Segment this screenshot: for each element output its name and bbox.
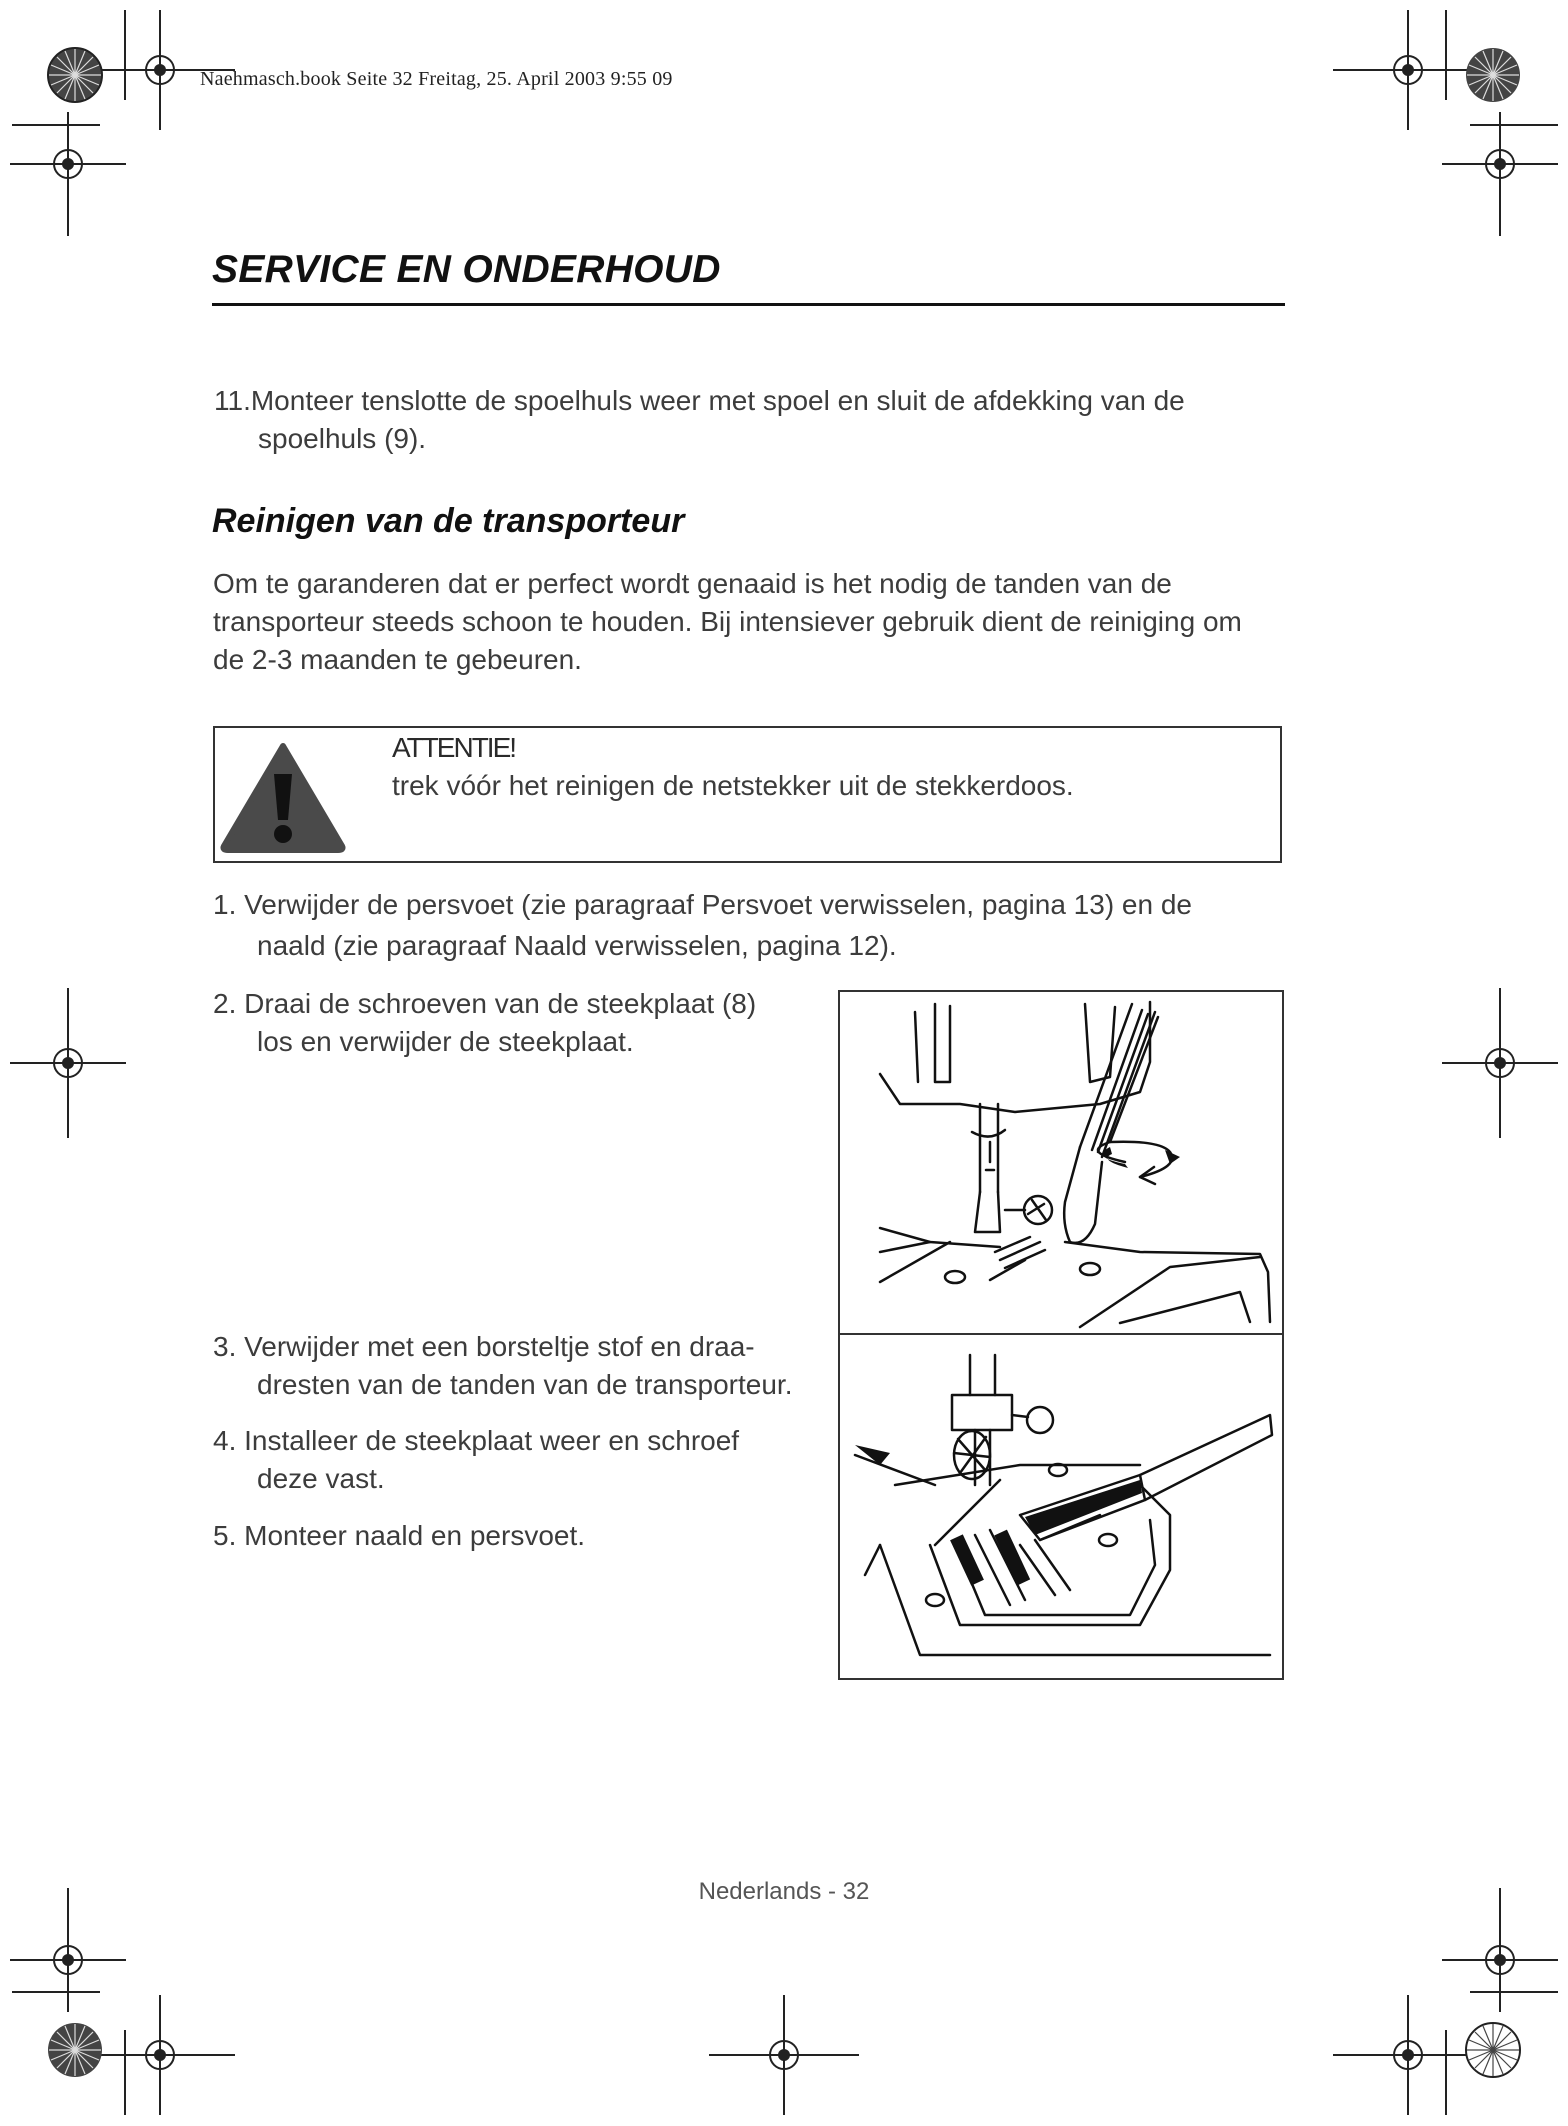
step-11-line2: spoelhuls (9). (258, 423, 427, 454)
step-4-line1: Installeer de steekplaat weer en schroef (244, 1425, 740, 1456)
brush-feed-dogs-illustration (840, 1335, 1282, 1678)
warning-title: ATTENTIE! (392, 732, 516, 763)
star-target-top-right (1466, 48, 1520, 102)
print-header: Naehmasch.book Seite 32 Freitag, 25. April 2003 9:55 09 (200, 68, 673, 90)
page-footer: Nederlands - 32 (698, 1878, 870, 1905)
section-title: Reinigen van de transporteur (212, 502, 685, 540)
step-4 (213, 1422, 813, 1498)
step-11-number: 11. (214, 385, 251, 416)
step-4-number: 4. (213, 1425, 237, 1456)
crosshair-mark-right-upper (1442, 112, 1558, 236)
step-5 (213, 1517, 813, 1555)
intro-line-2: transporteur steeds schoon te houden. Bij intensiever gebruik dient de reiniging om (213, 606, 1242, 637)
crosshair-mark-left-upper (10, 112, 126, 236)
step-1-line1: Verwijder de persvoet (zie paragraaf Persvoet verwisselen, pagina 13) en de (244, 889, 1192, 920)
intro-line-1: Om te garanderen dat er perfect wordt genaaid is het nodig de tanden van de (213, 568, 1172, 599)
step-3-line2: dresten van de tanden van de transporteur. (257, 1369, 793, 1400)
step-3-line1: Verwijder met een borsteltje stof en draa- (244, 1331, 755, 1362)
step-1-line2: naald (zie paragraaf Naald verwisselen, pagina 12). (257, 930, 897, 961)
warning-text: trek vóór het reinigen de netstekker uit de stekkerdoos. (392, 770, 1074, 801)
step-4-line2: deze vast. (257, 1463, 385, 1494)
step-2-number: 2. (213, 988, 237, 1019)
step-2 (213, 985, 813, 1061)
crosshair-mark-left-lower (10, 1888, 126, 2012)
figure-brush (838, 1333, 1284, 1680)
title-rule (212, 303, 1285, 306)
step-1-number: 1. (213, 889, 237, 920)
step-11-line1: Monteer tenslotte de spoelhuls weer met spoel en sluit de afdekking van de (250, 385, 1185, 416)
step-11 (214, 382, 1294, 458)
step-3 (213, 1328, 833, 1404)
page-title: SERVICE EN ONDERHOUD (212, 248, 721, 291)
step-1 (213, 886, 1303, 965)
section-intro (213, 565, 1303, 679)
warning-triangle-icon (218, 740, 348, 854)
step-2-line2: los en verwijder de steekplaat. (257, 1026, 634, 1057)
intro-line-3: de 2-3 maanden te gebeuren. (213, 644, 582, 675)
star-target-bottom-left (48, 2023, 102, 2077)
step-5-number: 5. (213, 1520, 237, 1551)
crosshair-mark-right-lower (1442, 1888, 1558, 2012)
step-3-number: 3. (213, 1331, 237, 1362)
step-5-line1: Monteer naald en persvoet. (244, 1520, 586, 1551)
star-target-top-left (48, 48, 102, 102)
star-target-bottom-right (1466, 2023, 1520, 2077)
screwdriver-needle-plate-illustration (840, 992, 1282, 1333)
step-2-line1: Draai de schroeven van de steekplaat (8) (244, 988, 757, 1019)
figure-screwdriver (838, 990, 1284, 1335)
